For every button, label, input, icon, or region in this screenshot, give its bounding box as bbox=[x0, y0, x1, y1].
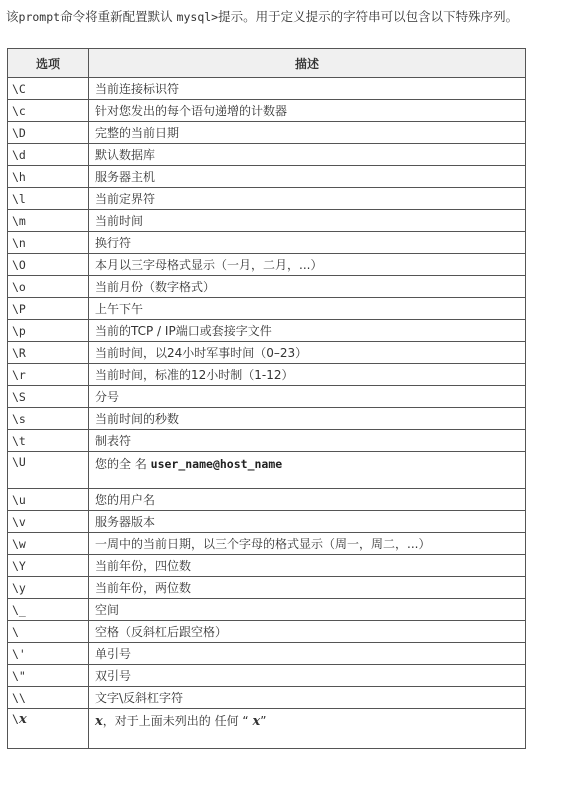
table-row bbox=[8, 320, 526, 342]
description-cell: 当前年份，四位数 bbox=[89, 555, 526, 577]
description-cell: 本月以三字母格式显示（一月，二月，...） bbox=[89, 254, 526, 276]
option-cell: \S bbox=[8, 386, 89, 408]
description-text: 您的全 名 bbox=[95, 457, 151, 471]
table-header-row bbox=[8, 49, 526, 78]
table-row bbox=[8, 276, 526, 298]
option-cell: \c bbox=[8, 100, 89, 122]
description-cell: 您的用户名 bbox=[89, 489, 526, 511]
description-cell: 当前定界符 bbox=[89, 188, 526, 210]
description-cell: 针对您发出的每个语句递增的计数器 bbox=[89, 100, 526, 122]
description-cell bbox=[89, 709, 526, 749]
table-row bbox=[8, 599, 526, 621]
table-row bbox=[8, 254, 526, 276]
option-cell: \ bbox=[8, 621, 89, 643]
description-cell: 文字\反斜杠字符 bbox=[89, 687, 526, 709]
description-cell bbox=[89, 452, 526, 489]
table-row bbox=[8, 408, 526, 430]
option-cell: \l bbox=[8, 188, 89, 210]
header-description: 描述 bbox=[89, 49, 526, 78]
option-cell bbox=[8, 709, 89, 749]
table-row bbox=[8, 364, 526, 386]
description-cell: 当前时间的秒数 bbox=[89, 408, 526, 430]
intro-code-prompt: prompt bbox=[18, 10, 61, 24]
option-cell: \_ bbox=[8, 599, 89, 621]
description-cell: 默认数据库 bbox=[89, 144, 526, 166]
option-cell: \n bbox=[8, 232, 89, 254]
description-cell: 服务器版本 bbox=[89, 511, 526, 533]
table-row bbox=[8, 100, 526, 122]
table-row bbox=[8, 188, 526, 210]
option-cell: \m bbox=[8, 210, 89, 232]
description-x: x bbox=[95, 714, 103, 729]
description-cell: 换行符 bbox=[89, 232, 526, 254]
description-cell: 上午下午 bbox=[89, 298, 526, 320]
table-row bbox=[8, 643, 526, 665]
table-row bbox=[8, 533, 526, 555]
option-cell: \P bbox=[8, 298, 89, 320]
intro-text-1: 该 bbox=[6, 9, 19, 24]
description-cell: 单引号 bbox=[89, 643, 526, 665]
description-cell: 一周中的当前日期，以三个字母的格式显示（周一，周二，...） bbox=[89, 533, 526, 555]
description-cell: 空间 bbox=[89, 599, 526, 621]
description-cell: 当前时间 bbox=[89, 210, 526, 232]
option-cell: \R bbox=[8, 342, 89, 364]
option-cell: \s bbox=[8, 408, 89, 430]
table-row bbox=[8, 78, 526, 100]
table-row bbox=[8, 144, 526, 166]
table-row bbox=[8, 489, 526, 511]
option-cell: \o bbox=[8, 276, 89, 298]
description-end: ” bbox=[260, 714, 267, 728]
table-row bbox=[8, 342, 526, 364]
description-x-quoted: x bbox=[252, 714, 261, 729]
description-cell: 当前时间，以24小时军事时间（0–23） bbox=[89, 342, 526, 364]
description-cell: 空格（反斜杠后跟空格） bbox=[89, 621, 526, 643]
table-row bbox=[8, 621, 526, 643]
description-cell: 完整的当前日期 bbox=[89, 122, 526, 144]
option-cell: \y bbox=[8, 577, 89, 599]
option-cell: \Y bbox=[8, 555, 89, 577]
option-cell: \u bbox=[8, 489, 89, 511]
table-row bbox=[8, 452, 526, 489]
option-cell: \r bbox=[8, 364, 89, 386]
option-cell: \' bbox=[8, 643, 89, 665]
option-cell: \D bbox=[8, 122, 89, 144]
description-cell: 当前连接标识符 bbox=[89, 78, 526, 100]
table-row bbox=[8, 386, 526, 408]
description-cell: 制表符 bbox=[89, 430, 526, 452]
option-cell: \p bbox=[8, 320, 89, 342]
table-row bbox=[8, 665, 526, 687]
table-row bbox=[8, 122, 526, 144]
option-cell: \t bbox=[8, 430, 89, 452]
option-cell: \v bbox=[8, 511, 89, 533]
option-cell: \C bbox=[8, 78, 89, 100]
table-row bbox=[8, 687, 526, 709]
table-row bbox=[8, 210, 526, 232]
description-cell: 双引号 bbox=[89, 665, 526, 687]
description-cell: 分号 bbox=[89, 386, 526, 408]
table-row bbox=[8, 709, 526, 749]
description-cell: 服务器主机 bbox=[89, 166, 526, 188]
intro-text-3: 提示。用于定义提示的字符串可以包含以下特殊序列。 bbox=[218, 9, 519, 24]
option-cell: \h bbox=[8, 166, 89, 188]
description-cell: 当前月份（数字格式） bbox=[89, 276, 526, 298]
table-row bbox=[8, 430, 526, 452]
description-cell: 当前时间，标准的12小时制（1-12） bbox=[89, 364, 526, 386]
description-cell: 当前的TCP / IP端口或套接字文件 bbox=[89, 320, 526, 342]
table-row bbox=[8, 166, 526, 188]
intro-text-2: 命令将重新配置默认 bbox=[60, 9, 177, 24]
prompt-sequences-table bbox=[7, 48, 526, 749]
option-cell: \d bbox=[8, 144, 89, 166]
description-text: ，对于上面未列出的 任何 “ bbox=[102, 714, 253, 728]
option-cell: \" bbox=[8, 665, 89, 687]
header-option: 选项 bbox=[8, 49, 89, 78]
table-row bbox=[8, 298, 526, 320]
table-row bbox=[8, 232, 526, 254]
user-host-code: user_name@host_name bbox=[150, 457, 283, 471]
description-cell: 当前年份，两位数 bbox=[89, 577, 526, 599]
table-row bbox=[8, 511, 526, 533]
option-cell: \\ bbox=[8, 687, 89, 709]
table-row bbox=[8, 577, 526, 599]
table-row bbox=[8, 555, 526, 577]
intro-paragraph bbox=[6, 8, 586, 26]
option-cell: \O bbox=[8, 254, 89, 276]
option-prefix: \ bbox=[12, 712, 19, 726]
option-cell: \U bbox=[8, 452, 89, 489]
intro-code-mysql: mysql> bbox=[176, 10, 219, 24]
option-cell: \w bbox=[8, 533, 89, 555]
option-x: x bbox=[18, 712, 27, 727]
